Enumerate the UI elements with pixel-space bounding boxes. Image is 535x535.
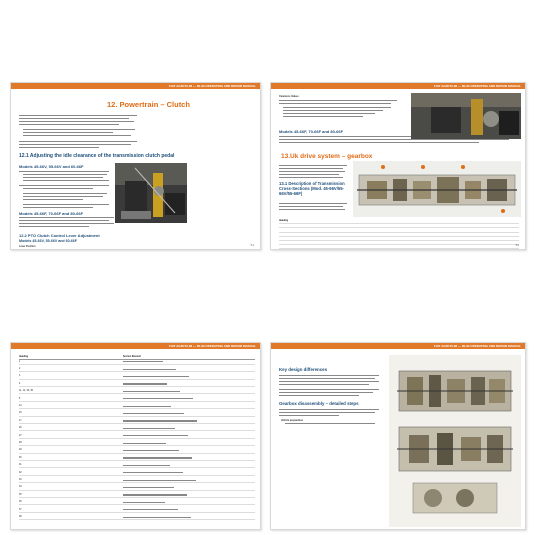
row-number: 15 — [19, 412, 22, 415]
table-row — [19, 411, 255, 416]
page-header: FIAT AGRI 55-66 — 80-90 OPERATING AND REPAIR MANUAL — [11, 83, 260, 89]
section-title: 13.Uk drive system – gearbox — [281, 153, 373, 160]
clearance-label: Clearance Values — [279, 95, 299, 98]
page-number: 52 — [515, 243, 519, 247]
row-description — [123, 502, 165, 503]
row-description — [123, 509, 178, 510]
table-head-right: Section Element — [123, 356, 141, 358]
table-head-left: Heading — [19, 356, 29, 358]
row-number: 35 — [19, 493, 22, 496]
table-row — [19, 397, 255, 402]
table-row — [19, 493, 255, 498]
table-row — [19, 448, 255, 453]
row-number: 14 — [19, 405, 22, 407]
table-row — [19, 404, 255, 409]
manual-page-51 — [10, 82, 261, 250]
row-number: 36 — [19, 501, 22, 504]
row-number: 27 — [19, 434, 22, 437]
row-description — [123, 494, 187, 495]
clutch-pedal-photo — [115, 163, 187, 223]
section-title: 12. Powertrain – Clutch — [107, 100, 190, 109]
table-row — [19, 508, 255, 513]
row-description — [123, 383, 167, 384]
row-description — [123, 398, 193, 399]
gearbox-cross-section-diagram — [353, 161, 521, 217]
row-description — [123, 391, 180, 392]
page-number: 51 — [250, 243, 254, 247]
subsection-title-2: Gearbox disassembly – detailed steps — [279, 401, 359, 406]
page-header: FIAT AGRI 55-66 — 80-90 OPERATING AND REPAIR MANUAL — [271, 343, 525, 349]
table-row — [19, 515, 255, 520]
subsection-title: 12.1 Adjusting the idle clearance of the transmission clutch pedal — [19, 153, 175, 159]
table-row — [19, 456, 255, 461]
table-row — [19, 434, 255, 439]
row-description — [123, 487, 174, 488]
models-heading-3: Models 45-66V, 55-66V and 60-66F — [19, 239, 77, 243]
models-heading: Models 45-66F, 70-66F and 80-66F — [279, 129, 344, 134]
subsection-title-2: 12.2 PTO Clutch Control Lever Adjustment — [19, 233, 100, 238]
row-number: 2 — [19, 368, 21, 370]
table-row — [19, 382, 255, 387]
models-heading-2: Models 45-66F, 70-66F and 80-66F — [19, 211, 84, 216]
row-description — [123, 428, 175, 429]
table-row — [19, 485, 255, 490]
row-description — [123, 361, 163, 362]
row-number: 11, 12, 15, 45 — [19, 390, 33, 393]
page-header: FIAT AGRI 55-66 — 80-90 OPERATING AND REPAIR MANUAL — [271, 83, 525, 89]
row-number: 33 — [19, 479, 22, 481]
row-description — [123, 472, 183, 473]
row-description — [123, 457, 192, 458]
row-number: 17 — [19, 419, 22, 422]
page-header: FIAT AGRI 55-66 — 80-90 OPERATING AND REPAIR MANUAL — [11, 343, 260, 349]
row-number: 28 — [19, 442, 22, 444]
row-description — [123, 517, 191, 518]
manual-page-53 — [10, 342, 261, 530]
subsection-title: Key design differences — [279, 367, 328, 372]
table-head-left: Heading — [279, 220, 289, 222]
table-row — [19, 426, 255, 431]
row-description — [123, 443, 166, 444]
table-row — [19, 419, 255, 424]
row-description — [123, 413, 184, 414]
row-number: 1 — [19, 360, 21, 363]
row-number: 29 — [19, 449, 22, 452]
table-row — [19, 360, 255, 365]
table-row — [19, 389, 255, 394]
row-number: 3 — [19, 375, 21, 378]
gearbox-exploded-view — [389, 355, 521, 527]
parts-table — [19, 355, 255, 527]
row-number: 32 — [19, 471, 22, 474]
row-number: 31 — [19, 464, 22, 467]
row-description — [123, 406, 171, 407]
row-number: 37 — [19, 508, 22, 511]
row-number: 38 — [19, 516, 22, 518]
subsection-title: 13.1 Description of Transmission Cross-Sections (Mod. 45-66V/55-66V/55-66F) — [279, 181, 345, 196]
table-row — [19, 471, 255, 476]
table-row — [19, 463, 255, 468]
table-row — [19, 374, 255, 379]
row-number: 34 — [19, 486, 22, 489]
manual-page-52 — [270, 82, 526, 250]
row-description — [123, 435, 188, 436]
row-description — [123, 420, 197, 421]
row-description — [123, 450, 179, 451]
row-number: 4 — [19, 382, 21, 385]
table-row — [19, 441, 255, 446]
table-row — [19, 367, 255, 372]
legend-table — [279, 219, 519, 249]
table-row — [19, 500, 255, 505]
row-number: 30 — [19, 456, 22, 459]
row-description — [123, 376, 189, 377]
manual-page-54 — [270, 342, 526, 530]
table-row — [19, 478, 255, 483]
row-description — [123, 480, 196, 481]
clutch-assembly-photo — [411, 93, 521, 139]
lever-position-text — [19, 245, 139, 248]
row-number: 26 — [19, 427, 22, 430]
row-description — [123, 369, 176, 370]
models-heading: Models 45-66V, 55-66V and 60-66F — [19, 164, 84, 169]
vehicle-preparation-label: Vehicle preparation — [281, 419, 304, 422]
clearance-block — [279, 95, 399, 98]
lever-position-label: Lever Position — [19, 245, 36, 248]
row-description — [123, 465, 170, 466]
row-number: 5 — [19, 397, 21, 400]
